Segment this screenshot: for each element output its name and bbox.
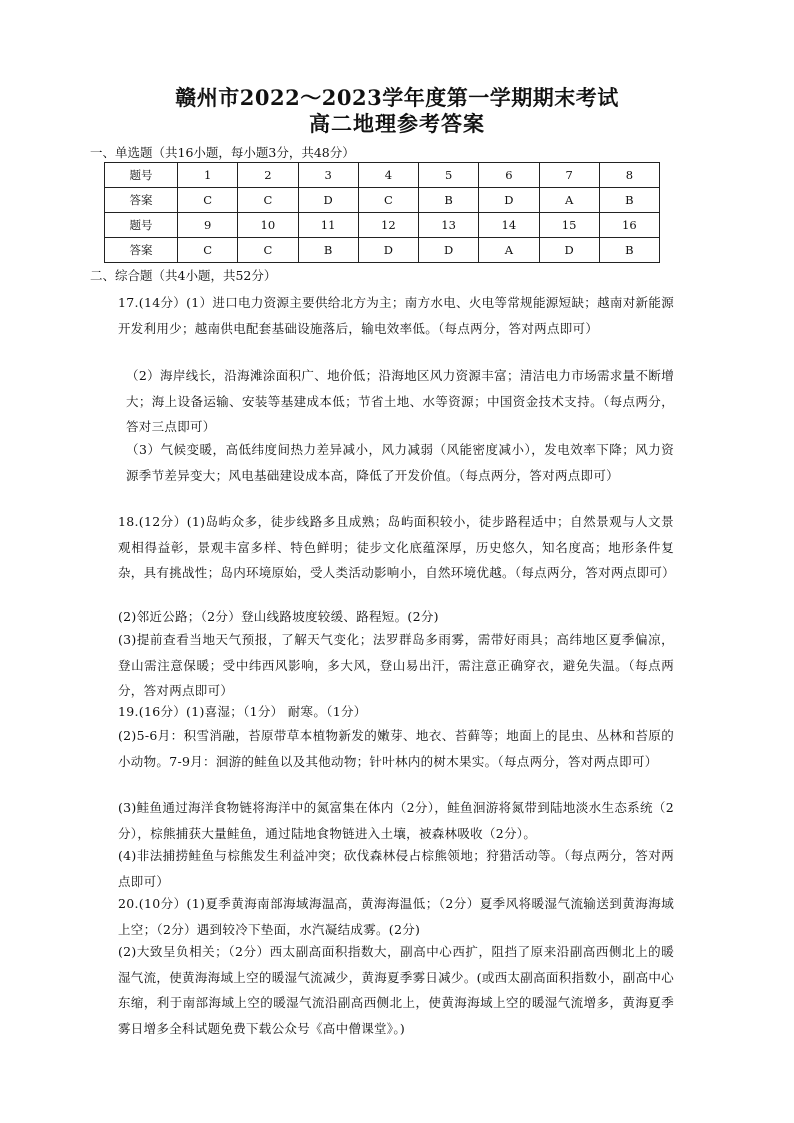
table-cell: 16 (599, 213, 659, 238)
answer-paragraph-19-2: (2)5-6月：积雪消融，苔原带草本植物新发的嫩芽、地衣、苔藓等；地面上的昆虫、丛林和苔原的小动物。7-9月：洄游的鲑鱼以及其他动物；针叶林内的树木果实。（每点两分，答对两点即可） (118, 728, 674, 769)
table-cell: 10 (238, 213, 298, 238)
table-cell: D (479, 188, 539, 213)
table-cell: A (479, 238, 539, 263)
section1-heading: 一、单选题（共16小题，每小题3分，共48分） (90, 145, 355, 160)
table-cell: 6 (479, 163, 539, 188)
answer-paragraph-17-2: （2）海岸线长，沿海滩涂面积广、地价低；沿海地区风力资源丰富；清洁电力市场需求量不断增大；海上设备运输、安装等基建成本低；节省土地、水等资源；中国资金技术支持。（每点两分，答对三点即可） (126, 368, 674, 434)
table-cell: C (178, 188, 238, 213)
answer-paragraph-18-1: 18.(12分）(1)岛屿众多，徒步线路多且成熟；岛屿面积较小，徒步路程适中；自然景观与人文景观相得益彰，景观丰富多样、特色鲜明；徒步文化底蕴深厚，历史悠久，知名度高；地形条件复杂，具有挑战性；岛内环境原始，受人类活动影响小，自然环境优越。（每点两分，答对两点即可） (118, 514, 675, 580)
row-label: 答案 (105, 238, 178, 263)
table-cell: 13 (419, 213, 479, 238)
table-cell: A (539, 188, 599, 213)
table-cell: 7 (539, 163, 599, 188)
answer-paragraph-19-4: (4)非法捕捞鲑鱼与棕熊发生利益冲突；砍伐森林侵占棕熊领地；狩猎活动等。（每点两分，答对两点即可） (118, 848, 674, 889)
answer-paragraph-20-1: 20.(10分）(1)夏季黄海南部海域海温高，黄海海温低；（2分）夏季风将暖湿气流输送到黄海海域上空；（2分）遇到较冷下垫面，水汽凝结成雾。(2分) (118, 896, 674, 937)
table-row (105, 188, 660, 213)
table-cell: C (178, 238, 238, 263)
table-cell: 4 (358, 163, 418, 188)
table-cell: 5 (419, 163, 479, 188)
table-cell: 15 (539, 213, 599, 238)
table-cell: 2 (238, 163, 298, 188)
table-cell: C (238, 238, 298, 263)
answer-paragraph-17-3: （3）气候变暖，高低纬度间热力差异减小，风力减弱（风能密度减小），发电效率下降；风力资源季节差异变大；风电基础建设成本高，降低了开发价值。（每点两分，答对两点即可） (126, 442, 674, 483)
table-row (105, 163, 660, 188)
section2-heading: 二、综合题（共4小题，共52分） (90, 268, 277, 283)
table-row (105, 213, 660, 238)
answer-paragraph-19-3: (3)鲑鱼通过海洋食物链将海洋中的氮富集在体内（2分），鲑鱼洄游将氮带到陆地淡水生态系统（2分），棕熊捕获大量鲑鱼，通过陆地食物链进入土壤，被森林吸收（2分）。 (118, 800, 674, 841)
table-cell: D (358, 238, 418, 263)
table-cell: 14 (479, 213, 539, 238)
table-cell: C (358, 188, 418, 213)
table-cell: B (298, 238, 358, 263)
answer-table (104, 162, 660, 263)
table-cell: 12 (358, 213, 418, 238)
table-row (105, 238, 660, 263)
table-cell: 11 (298, 213, 358, 238)
table-cell: B (599, 238, 659, 263)
table-cell: B (599, 188, 659, 213)
table-cell: C (238, 188, 298, 213)
table-cell: 8 (599, 163, 659, 188)
row-label: 答案 (105, 188, 178, 213)
answer-paragraph-18-2: (2)邻近公路；（2分）登山线路坡度较缓、路程短。(2分) (118, 609, 439, 624)
answer-paragraph-18-3: (3)提前查看当地天气预报，了解天气变化；法罗群岛多雨雾，需带好雨具；高纬地区夏季偏凉，登山需注意保暖；受中纬西风影响，多大风，登山易出汗，需注意正确穿衣，避免失温。（每点两分，答对两点即可） (118, 632, 674, 698)
exam-title: 赣州市2022～2023学年度第一学期期末考试 (175, 85, 619, 110)
exam-subtitle: 高二地理参考答案 (309, 111, 485, 136)
table-cell: D (298, 188, 358, 213)
table-cell: D (539, 238, 599, 263)
answer-paragraph-17-1: 17.(14分）(1）进口电力资源主要供给北方为主；南方水电、火电等常规能源短缺；越南对新能源开发利用少；越南供电配套基础设施落后，输电效率低。（每点两分，答对两点即可） (118, 295, 674, 336)
table-cell: D (419, 238, 479, 263)
answer-paragraph-19-1: 19.(16分）(1)喜湿；（1分） 耐寒。（1分） (118, 704, 367, 719)
table-cell: 1 (178, 163, 238, 188)
table-cell: B (419, 188, 479, 213)
answer-paragraph-20-2: (2)大致呈负相关；（2分）西太副高面积指数大，副高中心西扩，阻挡了原来沿副高西侧北上的暖湿气流，使黄海海域上空的暖湿气流减少，黄海夏季雾日减少。(或西太副高面积指数小，副高中心东缩，利于南部海域上空的暖湿气流沿副高西侧北上，使黄海海域上空的暖湿气流增多，黄海夏季雾日增多全科试题免费下载公众号《高中僧课堂》。) (118, 944, 674, 1036)
row-label: 题号 (105, 163, 178, 188)
row-label: 题号 (105, 213, 178, 238)
table-cell: 3 (298, 163, 358, 188)
table-cell: 9 (178, 213, 238, 238)
